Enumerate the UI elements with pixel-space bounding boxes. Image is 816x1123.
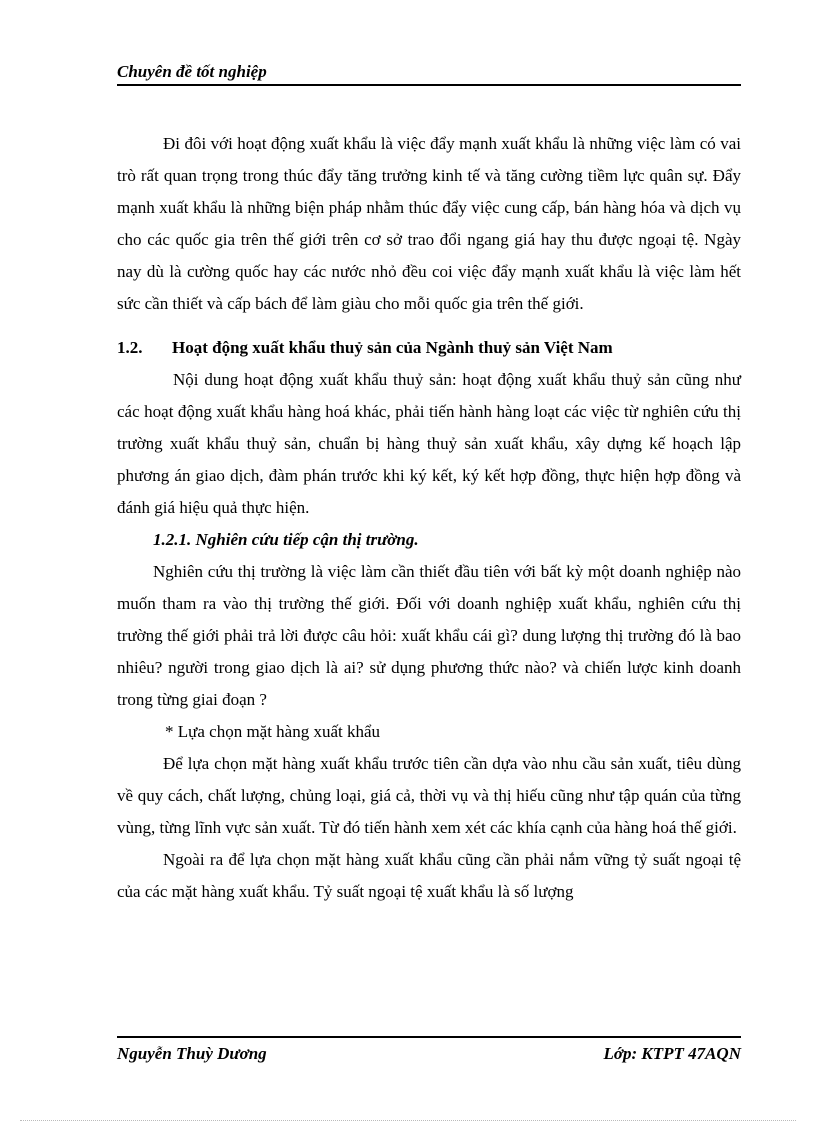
section-title: Hoạt động xuất khẩu thuỷ sản của Ngành thuỷ sản Việt Nam — [172, 338, 613, 357]
paragraph-export-content: Nội dung hoạt động xuất khẩu thuỷ sản: hoạt động xuất khẩu thuỷ sản cũng như các hoạt động xuất khẩu hàng hoá khác, phải tiến hành hàng loạt các việc từ nghiên cứu thị trường xuất khẩu thuỷ sản, chuẩn bị hàng thuỷ sản xuất khẩu, xây dựng kế hoạch lập phương án giao dịch, đàm phán trước khi ký kết, ký kết hợp đồng, thực hiện hợp đồng và đánh giá hiệu quả thực hiện. — [117, 370, 741, 517]
page-bottom-edge — [20, 1120, 796, 1121]
author-name: Nguyễn Thuỳ Dương — [117, 1044, 267, 1063]
paragraph-intro: Đi đôi với hoạt động xuất khẩu là việc đẩy mạnh xuất khẩu là những việc làm có vai trò rất quan trọng trong thúc đẩy tăng trưởng kinh tế và tăng cường tiềm lực quân sự. Đẩy mạnh xuất khẩu là những biện pháp nhằm thúc đẩy việc cung cấp, bán hàng hóa và dịch vụ cho các quốc gia trên thế giới trên cơ sở trao đổi ngang giá hay thu được ngoại tệ. Ngày nay dù là cường quốc hay các nước nhỏ đều coi việc đẩy mạnh xuất khẩu là việc làm hết sức cần thiết và cấp bách để làm giàu cho mỗi quốc gia trên thế giới. — [117, 134, 741, 313]
paragraph-market-research: Nghiên cứu thị trường là việc làm cần thiết đầu tiên với bất kỳ một doanh nghiệp nào muốn tham ra vào thị trường thế giới. Đối với doanh nghiệp xuất khẩu, nghiên cứu thị trường thế giới phải trả lời được câu hỏi: xuất khẩu cái gì? dung lượng thị trường đó là bao nhiêu? người trong giao dịch là ai? sử dụng phương thức nào? và chiến lược kinh doanh trong từng giai đoạn ? — [117, 562, 741, 709]
section-number: 1.2. — [117, 338, 143, 357]
page-footer — [117, 1036, 741, 1064]
bullet-item: * Lựa chọn mặt hàng xuất khẩu — [165, 722, 381, 741]
document-title: Chuyên đề tốt nghiệp — [117, 62, 267, 81]
subsection-heading: 1.2.1. Nghiên cứu tiếp cận thị trường. — [153, 530, 419, 549]
paragraph-product-selection: Để lựa chọn mặt hàng xuất khẩu trước tiên cần dựa vào nhu cầu sản xuất, tiêu dùng về quy cách, chất lượng, chủng loại, giá cả, thời vụ và thị hiếu cũng như tập quán của từng vùng, từng lĩnh vực sản xuất. Từ đó tiến hành xem xét các khía cạnh của hàng hoá thế giới. — [117, 754, 741, 837]
header-rule — [117, 84, 741, 86]
page-header — [117, 62, 741, 86]
page-body — [117, 128, 741, 908]
paragraph-foreign-exchange: Ngoài ra để lựa chọn mặt hàng xuất khẩu cũng cần phải nắm vững tỷ suất ngoại tệ của các mặt hàng xuất khẩu. Tỷ suất ngoại tệ xuất khẩu là số lượng — [117, 850, 741, 901]
class-label: Lớp: KTPT 47AQN — [603, 1044, 741, 1063]
section-heading — [117, 332, 741, 364]
